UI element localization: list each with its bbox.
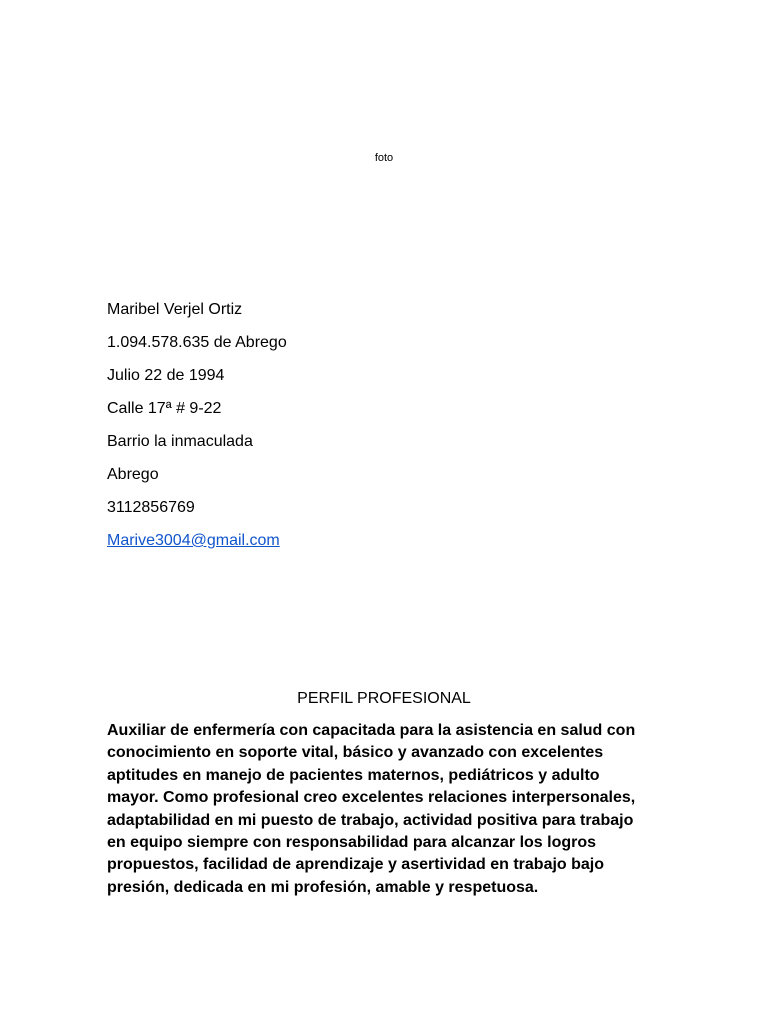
profile-line: mayor. Como profesional creo excelentes relaciones interpersonales, (107, 789, 636, 807)
id-number: 1.094.578.635 de Abrego (107, 334, 287, 351)
birth-date: Julio 22 de 1994 (107, 367, 225, 384)
profile-line: Auxiliar de enfermería con capacitada para la asistencia en salud con (107, 722, 636, 739)
section-heading-profile: PERFIL PROFESIONAL (297, 690, 471, 707)
phone-number: 3112856769 (107, 499, 195, 516)
profile-line: propuestos, facilidad de aprendizaje y asertividad en trabajo bajo (107, 856, 605, 874)
city: Abrego (107, 466, 159, 483)
personal-info-block (107, 293, 667, 557)
photo-placeholder-label: foto (374, 152, 394, 164)
profile-line: conocimiento en soporte vital, básico y avanzado con excelentes (107, 744, 604, 762)
profile-line: en equipo siempre con responsabilidad para alcanzar los logros (107, 834, 597, 852)
profile-line: adaptabilidad en mi puesto de trabajo, actividad positiva para trabajo (107, 811, 634, 829)
profile-line: aptitudes en manejo de pacientes maternos, pediátricos y adulto (107, 766, 600, 784)
neighborhood: Barrio la inmaculada (107, 433, 253, 450)
profile-paragraph (107, 720, 667, 899)
email-link[interactable]: Marive3004@gmail.com (107, 532, 280, 549)
full-name: Maribel Verjel Ortiz (107, 301, 243, 318)
street-address: Calle 17ª # 9-22 (107, 400, 222, 417)
email-line (107, 524, 667, 557)
profile-line: presión, dedicada en mi profesión, amable y respetuosa. (107, 878, 539, 896)
